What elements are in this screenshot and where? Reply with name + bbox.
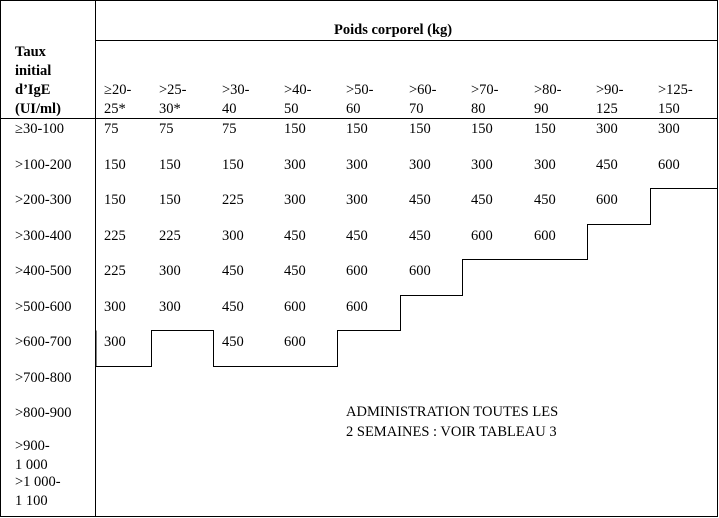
- row-label: >600-700: [15, 334, 72, 350]
- dose-cell: 450: [222, 334, 244, 350]
- dose-cell: 225: [104, 263, 126, 279]
- dose-cell: 300: [658, 121, 680, 137]
- dose-cell: 150: [159, 157, 181, 173]
- dose-cell: 450: [409, 228, 431, 244]
- dose-cell: 225: [159, 228, 181, 244]
- row-label: >900- 1 000: [15, 438, 50, 473]
- dose-cell: 450: [409, 192, 431, 208]
- column-header: >25- 30*: [159, 82, 187, 117]
- dose-cell: 600: [284, 299, 306, 315]
- row-label: >300-400: [15, 228, 72, 244]
- column-header: ≥20- 25*: [104, 82, 132, 117]
- dose-cell: 150: [409, 121, 431, 137]
- row-label: >100-200: [15, 157, 72, 173]
- dose-cell: 300: [222, 228, 244, 244]
- dose-cell: 150: [104, 192, 126, 208]
- row-label: >800-900: [15, 405, 72, 421]
- dose-cell: 600: [409, 263, 431, 279]
- row-label: >1 000- 1 100: [15, 474, 61, 509]
- dose-cell: 300: [284, 192, 306, 208]
- dose-cell: 450: [346, 228, 368, 244]
- dose-cell: 300: [596, 121, 618, 137]
- dose-cell: 450: [596, 157, 618, 173]
- row-label: >500-600: [15, 299, 72, 315]
- row-label: >400-500: [15, 263, 72, 279]
- dose-cell: 300: [346, 157, 368, 173]
- dose-cell: 450: [222, 263, 244, 279]
- dose-cell: 300: [409, 157, 431, 173]
- dose-cell: 600: [658, 157, 680, 173]
- dose-cell: 150: [346, 121, 368, 137]
- column-header: >60- 70: [409, 82, 437, 117]
- dose-cell: 150: [104, 157, 126, 173]
- dose-cell: 600: [534, 228, 556, 244]
- row-label: >200-300: [15, 192, 72, 208]
- dose-cell: 75: [159, 121, 174, 137]
- row-label: >700-800: [15, 370, 72, 386]
- dose-cell: 600: [471, 228, 493, 244]
- dose-cell: 150: [534, 121, 556, 137]
- dose-cell: 600: [346, 299, 368, 315]
- dose-cell: 600: [284, 334, 306, 350]
- dose-cell: 450: [534, 192, 556, 208]
- dose-cell: 150: [159, 192, 181, 208]
- column-header: >30- 40: [222, 82, 250, 117]
- column-header: >125- 150: [658, 82, 693, 117]
- dose-cell: 600: [596, 192, 618, 208]
- dose-cell: 225: [104, 228, 126, 244]
- dose-cell: 150: [222, 157, 244, 173]
- dose-cell: 300: [159, 299, 181, 315]
- dose-cell: 450: [471, 192, 493, 208]
- dose-cell: 75: [104, 121, 119, 137]
- column-header: >90- 125: [596, 82, 624, 117]
- dose-cell: 450: [284, 263, 306, 279]
- dose-cell: 450: [222, 299, 244, 315]
- dose-cell: 300: [104, 299, 126, 315]
- row-label: ≥30-100: [15, 121, 65, 137]
- administration-note: ADMINISTRATION TOUTES LES 2 SEMAINES : VOIR TABLEAU 3: [346, 404, 559, 440]
- dose-cell: 300: [471, 157, 493, 173]
- table-title: Poids corporel (kg): [334, 22, 453, 38]
- row-header: Taux initial d’IgE (UI/ml): [15, 44, 61, 117]
- dose-cell: 450: [284, 228, 306, 244]
- dose-cell: 300: [346, 192, 368, 208]
- column-header: >50- 60: [346, 82, 374, 117]
- dose-cell: 300: [104, 334, 126, 350]
- dose-cell: 600: [346, 263, 368, 279]
- dose-cell: 300: [159, 263, 181, 279]
- column-header: >40- 50: [284, 82, 312, 117]
- dose-cell: 225: [222, 192, 244, 208]
- column-header: >70- 80: [471, 82, 499, 117]
- column-header: >80- 90: [534, 82, 562, 117]
- dose-cell: 75: [222, 121, 237, 137]
- dose-cell: 300: [284, 157, 306, 173]
- dose-cell: 300: [534, 157, 556, 173]
- dose-cell: 150: [471, 121, 493, 137]
- dose-cell: 150: [284, 121, 306, 137]
